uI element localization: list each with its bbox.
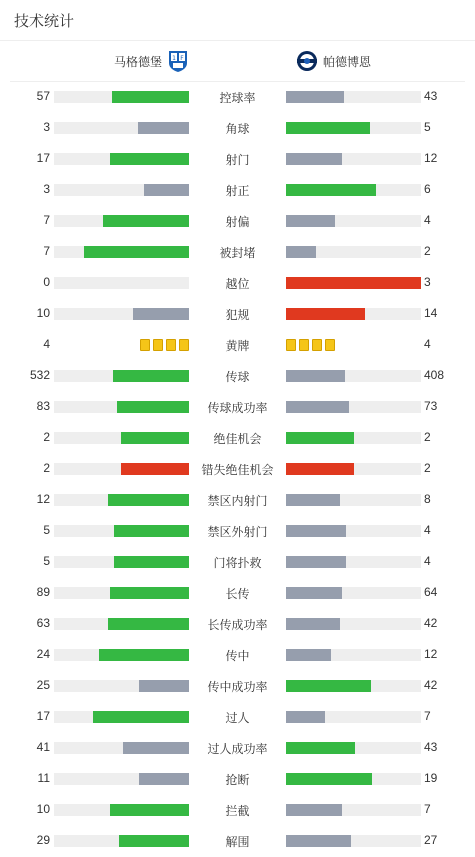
away-bar <box>286 153 342 165</box>
away-team-name: 帕德博恩 <box>323 54 372 69</box>
away-bar <box>286 494 340 506</box>
away-bar <box>286 587 342 599</box>
home-value: 17 <box>36 151 50 165</box>
stat-label: 犯规 <box>225 308 250 322</box>
away-bar <box>286 835 351 847</box>
away-bar-track <box>286 308 421 320</box>
home-bar-track <box>54 649 189 661</box>
home-value: 17 <box>36 709 50 723</box>
stat-row <box>0 144 475 175</box>
away-bar <box>286 742 355 754</box>
home-bar-track <box>54 401 189 413</box>
away-bar <box>286 432 354 444</box>
home-value: 532 <box>29 368 50 382</box>
home-bar-track <box>54 370 189 382</box>
home-bar <box>108 494 189 506</box>
home-value: 5 <box>43 554 50 568</box>
stat-label: 长传 <box>225 587 250 601</box>
away-bar <box>286 618 340 630</box>
away-value: 5 <box>424 120 431 134</box>
stat-row <box>0 485 475 516</box>
home-bar-track <box>54 184 189 196</box>
stat-label: 传球成功率 <box>207 401 268 415</box>
stat-label: 传中 <box>225 649 250 663</box>
stat-label: 射门 <box>225 153 250 167</box>
stat-row <box>0 423 475 454</box>
home-value: 41 <box>36 740 50 754</box>
stats-list <box>0 82 475 857</box>
stat-row <box>0 826 475 857</box>
stat-label: 角球 <box>225 122 250 136</box>
away-value: 6 <box>424 182 431 196</box>
home-value: 4 <box>43 337 50 351</box>
home-value: 10 <box>36 306 50 320</box>
away-value: 7 <box>424 709 431 723</box>
home-value: 83 <box>36 399 50 413</box>
home-bar <box>123 742 189 754</box>
home-bar <box>133 308 189 320</box>
stat-label: 被封堵 <box>219 246 256 260</box>
stat-row <box>0 578 475 609</box>
home-value: 7 <box>43 244 50 258</box>
stat-row <box>0 516 475 547</box>
stat-row <box>0 82 475 113</box>
stat-label: 黄牌 <box>225 339 250 353</box>
home-bar <box>139 680 189 692</box>
stat-label: 门将扑救 <box>213 556 262 570</box>
home-bar-track <box>54 618 189 630</box>
away-bar-track <box>286 649 421 661</box>
home-bar <box>103 215 189 227</box>
home-bar-track <box>54 587 189 599</box>
paderborn-crest-icon <box>295 49 319 73</box>
home-bar <box>121 463 189 475</box>
away-team[interactable] <box>291 46 371 76</box>
away-bar-track <box>286 370 421 382</box>
away-bar <box>286 804 342 816</box>
stat-label: 绝佳机会 <box>213 432 262 446</box>
home-bar-track <box>54 153 189 165</box>
away-bar-track <box>286 556 421 568</box>
stat-label: 抢断 <box>225 773 250 787</box>
svg-text:1: 1 <box>172 55 176 62</box>
away-value: 73 <box>424 399 438 413</box>
home-bar-track <box>54 277 189 289</box>
stat-row <box>0 764 475 795</box>
away-value: 4 <box>424 523 431 537</box>
home-bar-track <box>54 711 189 723</box>
home-bar-track <box>54 494 189 506</box>
stat-row <box>0 609 475 640</box>
home-value: 0 <box>43 275 50 289</box>
stat-label: 射正 <box>225 184 250 198</box>
stat-row <box>0 733 475 764</box>
home-bar <box>113 370 189 382</box>
stat-row <box>0 330 475 361</box>
stat-label: 拦截 <box>225 804 250 818</box>
stat-label: 解围 <box>225 835 250 849</box>
away-value: 2 <box>424 430 431 444</box>
stat-label: 过人成功率 <box>207 742 268 756</box>
away-bar <box>286 370 345 382</box>
stat-row <box>0 795 475 826</box>
away-value: 43 <box>424 740 438 754</box>
away-bar <box>286 401 349 413</box>
stat-row <box>0 268 475 299</box>
home-bar-track <box>54 308 189 320</box>
home-value: 2 <box>43 461 50 475</box>
stat-row <box>0 361 475 392</box>
home-bar-track <box>54 804 189 816</box>
away-value: 4 <box>424 554 431 568</box>
away-bar-track <box>286 587 421 599</box>
away-bar <box>286 215 335 227</box>
away-value: 3 <box>424 275 431 289</box>
home-value: 25 <box>36 678 50 692</box>
yellow-card-icon <box>166 339 176 351</box>
home-bar-track <box>54 773 189 785</box>
stat-row <box>0 454 475 485</box>
yellow-card-icon <box>140 339 150 351</box>
away-bar-track <box>286 184 421 196</box>
away-value: 7 <box>424 802 431 816</box>
away-bar-track <box>286 91 421 103</box>
svg-text:F: F <box>180 55 184 62</box>
away-bar <box>286 246 316 258</box>
stat-row <box>0 640 475 671</box>
home-team[interactable] <box>114 46 194 76</box>
yellow-card-icon <box>312 339 322 351</box>
away-bar-track <box>286 804 421 816</box>
away-bar-track <box>286 742 421 754</box>
home-bar <box>121 432 189 444</box>
home-yellow-cards <box>140 339 189 351</box>
away-value: 4 <box>424 337 431 351</box>
away-bar-track <box>286 122 421 134</box>
home-value: 12 <box>36 492 50 506</box>
stat-label: 传中成功率 <box>207 680 268 694</box>
home-value: 63 <box>36 616 50 630</box>
away-value: 42 <box>424 678 438 692</box>
home-value: 2 <box>43 430 50 444</box>
home-bar <box>117 401 189 413</box>
stat-row <box>0 702 475 733</box>
yellow-card-icon <box>286 339 296 351</box>
home-bar-track <box>54 432 189 444</box>
home-bar <box>139 773 189 785</box>
away-bar-track <box>286 215 421 227</box>
home-bar <box>84 246 189 258</box>
stat-label: 过人 <box>225 711 250 725</box>
home-bar <box>110 804 189 816</box>
home-bar-track <box>54 525 189 537</box>
away-bar <box>286 649 331 661</box>
away-value: 19 <box>424 771 438 785</box>
stat-label: 错失绝佳机会 <box>201 463 274 477</box>
yellow-card-icon <box>179 339 189 351</box>
home-value: 7 <box>43 213 50 227</box>
away-value: 27 <box>424 833 438 847</box>
home-bar <box>119 835 189 847</box>
away-bar-track <box>286 401 421 413</box>
home-bar-track <box>54 556 189 568</box>
divider <box>0 40 475 41</box>
home-team-name: 马格德堡 <box>114 54 163 69</box>
away-bar-track <box>286 773 421 785</box>
away-yellow-cards <box>286 339 335 351</box>
home-bar <box>144 184 189 196</box>
home-bar <box>108 618 189 630</box>
stat-row <box>0 299 475 330</box>
away-bar <box>286 277 421 289</box>
stat-label: 长传成功率 <box>207 618 268 632</box>
away-bar-track <box>286 463 421 475</box>
stat-label: 传球 <box>225 370 250 384</box>
away-bar-track <box>286 618 421 630</box>
away-bar <box>286 556 346 568</box>
home-value: 89 <box>36 585 50 599</box>
away-bar-track <box>286 711 421 723</box>
home-bar <box>99 649 189 661</box>
away-bar <box>286 91 344 103</box>
home-value: 57 <box>36 89 50 103</box>
home-bar-track <box>54 680 189 692</box>
away-bar <box>286 184 376 196</box>
home-bar-track <box>54 215 189 227</box>
stat-row <box>0 206 475 237</box>
stat-row <box>0 113 475 144</box>
away-value: 14 <box>424 306 438 320</box>
away-bar <box>286 122 370 134</box>
away-bar <box>286 711 325 723</box>
home-value: 29 <box>36 833 50 847</box>
away-value: 43 <box>424 89 438 103</box>
home-bar <box>110 587 189 599</box>
home-bar-track <box>54 835 189 847</box>
away-value: 2 <box>424 244 431 258</box>
home-value: 3 <box>43 120 50 134</box>
away-value: 12 <box>424 151 438 165</box>
home-value: 11 <box>37 771 50 785</box>
away-value: 42 <box>424 616 438 630</box>
away-bar-track <box>286 494 421 506</box>
away-bar <box>286 463 354 475</box>
away-bar-track <box>286 835 421 847</box>
team-header <box>10 46 465 80</box>
stat-row <box>0 175 475 206</box>
home-value: 10 <box>36 802 50 816</box>
away-bar-track <box>286 680 421 692</box>
stat-row <box>0 547 475 578</box>
away-value: 2 <box>424 461 431 475</box>
home-bar <box>110 153 189 165</box>
home-bar <box>138 122 189 134</box>
home-bar-track <box>54 122 189 134</box>
home-bar-track <box>54 246 189 258</box>
magdeburg-crest-icon <box>166 49 190 73</box>
away-bar-track <box>286 525 421 537</box>
away-bar <box>286 308 365 320</box>
away-bar <box>286 525 346 537</box>
stat-label: 越位 <box>225 277 250 291</box>
home-value: 3 <box>43 182 50 196</box>
away-bar-track <box>286 246 421 258</box>
away-bar <box>286 773 372 785</box>
stat-row <box>0 237 475 268</box>
page-title: 技术统计 <box>14 13 75 30</box>
away-value: 12 <box>424 647 438 661</box>
yellow-card-icon <box>299 339 309 351</box>
home-value: 5 <box>43 523 50 537</box>
home-bar <box>114 525 189 537</box>
home-bar-track <box>54 91 189 103</box>
stat-label: 禁区外射门 <box>207 525 268 539</box>
stat-label: 射偏 <box>225 215 250 229</box>
stat-label: 禁区内射门 <box>207 494 268 508</box>
yellow-card-icon <box>153 339 163 351</box>
away-bar <box>286 680 371 692</box>
away-value: 8 <box>424 492 431 506</box>
home-bar <box>93 711 189 723</box>
home-bar <box>112 91 189 103</box>
away-value: 4 <box>424 213 431 227</box>
home-bar-track <box>54 463 189 475</box>
away-value: 408 <box>424 368 445 382</box>
home-bar <box>114 556 189 568</box>
away-bar-track <box>286 432 421 444</box>
yellow-card-icon <box>325 339 335 351</box>
away-value: 64 <box>424 585 438 599</box>
stat-row <box>0 392 475 423</box>
away-bar-track <box>286 153 421 165</box>
stat-label: 控球率 <box>219 91 256 105</box>
stat-row <box>0 671 475 702</box>
home-value: 24 <box>36 647 50 661</box>
away-bar-track <box>286 277 421 289</box>
home-bar-track <box>54 742 189 754</box>
